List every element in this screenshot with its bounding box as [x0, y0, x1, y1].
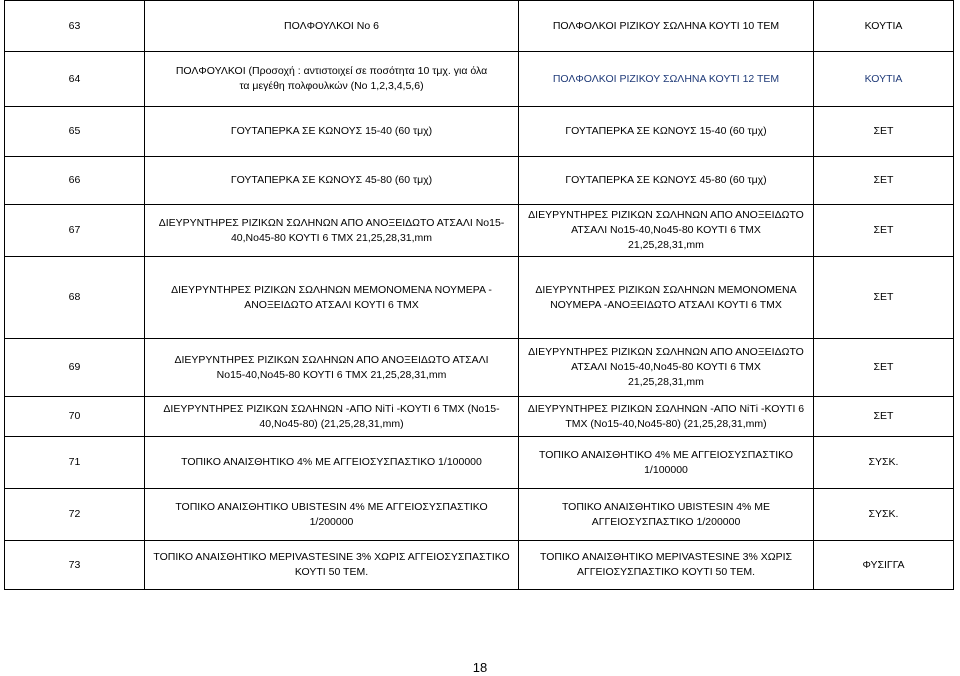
- unit-of-measure: ΣΕΤ: [814, 107, 954, 157]
- unit-of-measure: ΣΥΣΚ.: [814, 437, 954, 489]
- description-offered: ΔΙΕΥΡΥΝΤΗΡΕΣ ΡΙΖΙΚΩΝ ΣΩΛΗΝΩΝ ΑΠΟ ΑΝΟΞΕΙΔΩΤΟ ΑΤΣΑΛΙ Νο15-40,Νο45-80 ΚΟΥΤΙ 6 ΤΜΧ 21,25,28,31,mm: [519, 205, 814, 257]
- table-row: [5, 541, 954, 590]
- row-number: 70: [5, 397, 145, 437]
- unit-of-measure: ΣΕΤ: [814, 339, 954, 397]
- description-requested: ΔΙΕΥΡΥΝΤΗΡΕΣ ΡΙΖΙΚΩΝ ΣΩΛΗΝΩΝ ΑΠΟ ΑΝΟΞΕΙΔΩΤΟ ΑΤΣΑΛΙ Νο15-40,Νο45-80 ΚΟΥΤΙ 6 ΤΜΧ 21,25,28,31,mm: [145, 339, 519, 397]
- description-offered: ΤΟΠΙΚΟ ΑΝΑΙΣΘΗΤΙΚΟ UBISTESIN 4% ΜΕ ΑΓΓΕΙΟΣΥΣΠΑΣΤΙΚΟ 1/200000: [519, 489, 814, 541]
- description-requested: ΓΟΥΤΑΠΕΡΚΑ ΣΕ ΚΩΝΟΥΣ 45-80 (60 τμχ): [145, 157, 519, 205]
- row-number: 68: [5, 257, 145, 339]
- row-number: 72: [5, 489, 145, 541]
- description-offered: ΠΟΛΦΟΛΚΟΙ ΡΙΖΙΚΟΥ ΣΩΛΗΝΑ ΚΟΥΤΙ 12 ΤΕΜ: [519, 52, 814, 107]
- table-row: [5, 437, 954, 489]
- table-row: [5, 157, 954, 205]
- table-row: [5, 205, 954, 257]
- description-offered: ΔΙΕΥΡΥΝΤΗΡΕΣ ΡΙΖΙΚΩΝ ΣΩΛΗΝΩΝ ΑΠΟ ΑΝΟΞΕΙΔΩΤΟ ΑΤΣΑΛΙ Νο15-40,Νο45-80 ΚΟΥΤΙ 6 ΤΜΧ 21,25,28,31,mm: [519, 339, 814, 397]
- table-row: [5, 1, 954, 52]
- table-row: [5, 257, 954, 339]
- description-requested: ΔΙΕΥΡΥΝΤΗΡΕΣ ΡΙΖΙΚΩΝ ΣΩΛΗΝΩΝ ΜΕΜΟΝΟΜΕΝΑ ΝΟΥΜΕΡΑ - ΑΝΟΞΕΙΔΩΤΟ ΑΤΣΑΛΙ ΚΟΥΤΙ 6 ΤΜΧ: [145, 257, 519, 339]
- description-requested: ΓΟΥΤΑΠΕΡΚΑ ΣΕ ΚΩΝΟΥΣ 15-40 (60 τμχ): [145, 107, 519, 157]
- row-number: 69: [5, 339, 145, 397]
- description-requested: ΠΟΛΦΟΥΛΚΟΙ Νο 6: [145, 1, 519, 52]
- description-offered: ΔΙΕΥΡΥΝΤΗΡΕΣ ΡΙΖΙΚΩΝ ΣΩΛΗΝΩΝ -ΑΠΟ ΝiΤi -ΚΟΥΤΙ 6 ΤΜΧ (Νο15-40,Νο45-80) (21,25,28,31,mm): [519, 397, 814, 437]
- description-offered: ΤΟΠΙΚΟ ΑΝΑΙΣΘΗΤΙΚΟ 4% ΜΕ ΑΓΓΕΙΟΣΥΣΠΑΣΤΙΚΟ 1/100000: [519, 437, 814, 489]
- description-requested: ΠΟΛΦΟΥΛΚΟΙ (Προσοχή : αντιστοιχεί σε ποσότητα 10 τμχ. για όλα τα μεγέθη πολφουλκών (Νο 1,2,3,4,5,6): [145, 52, 519, 107]
- description-requested: ΤΟΠΙΚΟ ΑΝΑΙΣΘΗΤΙΚΟ 4% ΜΕ ΑΓΓΕΙΟΣΥΣΠΑΣΤΙΚΟ 1/100000: [145, 437, 519, 489]
- row-number: 63: [5, 1, 145, 52]
- page-number: 18: [472, 660, 488, 675]
- description-requested: ΔΙΕΥΡΥΝΤΗΡΕΣ ΡΙΖΙΚΩΝ ΣΩΛΗΝΩΝ ΑΠΟ ΑΝΟΞΕΙΔΩΤΟ ΑΤΣΑΛΙ Νο15- 40,Νο45-80 ΚΟΥΤΙ 6 ΤΜΧ 21,25,28,31,mm: [145, 205, 519, 257]
- unit-of-measure: ΣΕΤ: [814, 397, 954, 437]
- description-requested: ΔΙΕΥΡΥΝΤΗΡΕΣ ΡΙΖΙΚΩΝ ΣΩΛΗΝΩΝ -ΑΠΟ ΝiΤi -ΚΟΥΤΙ 6 ΤΜΧ (Νο15- 40,Νο45-80) (21,25,28,31,mm): [145, 397, 519, 437]
- row-number: 73: [5, 541, 145, 590]
- table-row: [5, 397, 954, 437]
- unit-of-measure: ΚΟΥΤΙΑ: [814, 1, 954, 52]
- description-offered: ΔΙΕΥΡΥΝΤΗΡΕΣ ΡΙΖΙΚΩΝ ΣΩΛΗΝΩΝ ΜΕΜΟΝΟΜΕΝΑ ΝΟΥΜΕΡΑ -ΑΝΟΞΕΙΔΩΤΟ ΑΤΣΑΛΙ ΚΟΥΤΙ 6 ΤΜΧ: [519, 257, 814, 339]
- table-row: [5, 52, 954, 107]
- unit-of-measure: ΦΥΣΙΓΓΑ: [814, 541, 954, 590]
- table-row: [5, 489, 954, 541]
- row-number: 67: [5, 205, 145, 257]
- row-number: 64: [5, 52, 145, 107]
- items-table: [4, 0, 954, 590]
- description-offered: ΠΟΛΦΟΛΚΟΙ ΡΙΖΙΚΟΥ ΣΩΛΗΝΑ ΚΟΥΤΙ 10 ΤΕΜ: [519, 1, 814, 52]
- row-number: 66: [5, 157, 145, 205]
- description-offered: ΓΟΥΤΑΠΕΡΚΑ ΣΕ ΚΩΝΟΥΣ 15-40 (60 τμχ): [519, 107, 814, 157]
- unit-of-measure: ΣΕΤ: [814, 205, 954, 257]
- unit-of-measure: ΣΕΤ: [814, 157, 954, 205]
- description-requested: ΤΟΠΙΚΟ ΑΝΑΙΣΘΗΤΙΚΟ UBISTESIN 4% ΜΕ ΑΓΓΕΙΟΣΥΣΠΑΣΤΙΚΟ 1/200000: [145, 489, 519, 541]
- row-number: 71: [5, 437, 145, 489]
- description-offered: ΤΟΠΙΚΟ ΑΝΑΙΣΘΗΤΙΚΟ MEPIVASTESINE 3% ΧΩΡΙΣ ΑΓΓΕΙΟΣΥΣΠΑΣΤΙΚΟ ΚΟΥΤΙ 50 ΤΕΜ.: [519, 541, 814, 590]
- unit-of-measure: ΣΥΣΚ.: [814, 489, 954, 541]
- unit-of-measure: ΣΕΤ: [814, 257, 954, 339]
- table-row: [5, 339, 954, 397]
- description-requested: ΤΟΠΙΚΟ ΑΝΑΙΣΘΗΤΙΚΟ MEPIVASTESINE 3% ΧΩΡΙΣ ΑΓΓΕΙΟΣΥΣΠΑΣΤΙΚΟ ΚΟΥΤΙ 50 ΤΕΜ.: [145, 541, 519, 590]
- description-offered: ΓΟΥΤΑΠΕΡΚΑ ΣΕ ΚΩΝΟΥΣ 45-80 (60 τμχ): [519, 157, 814, 205]
- unit-of-measure: ΚΟΥΤΙΑ: [814, 52, 954, 107]
- table-row: [5, 107, 954, 157]
- row-number: 65: [5, 107, 145, 157]
